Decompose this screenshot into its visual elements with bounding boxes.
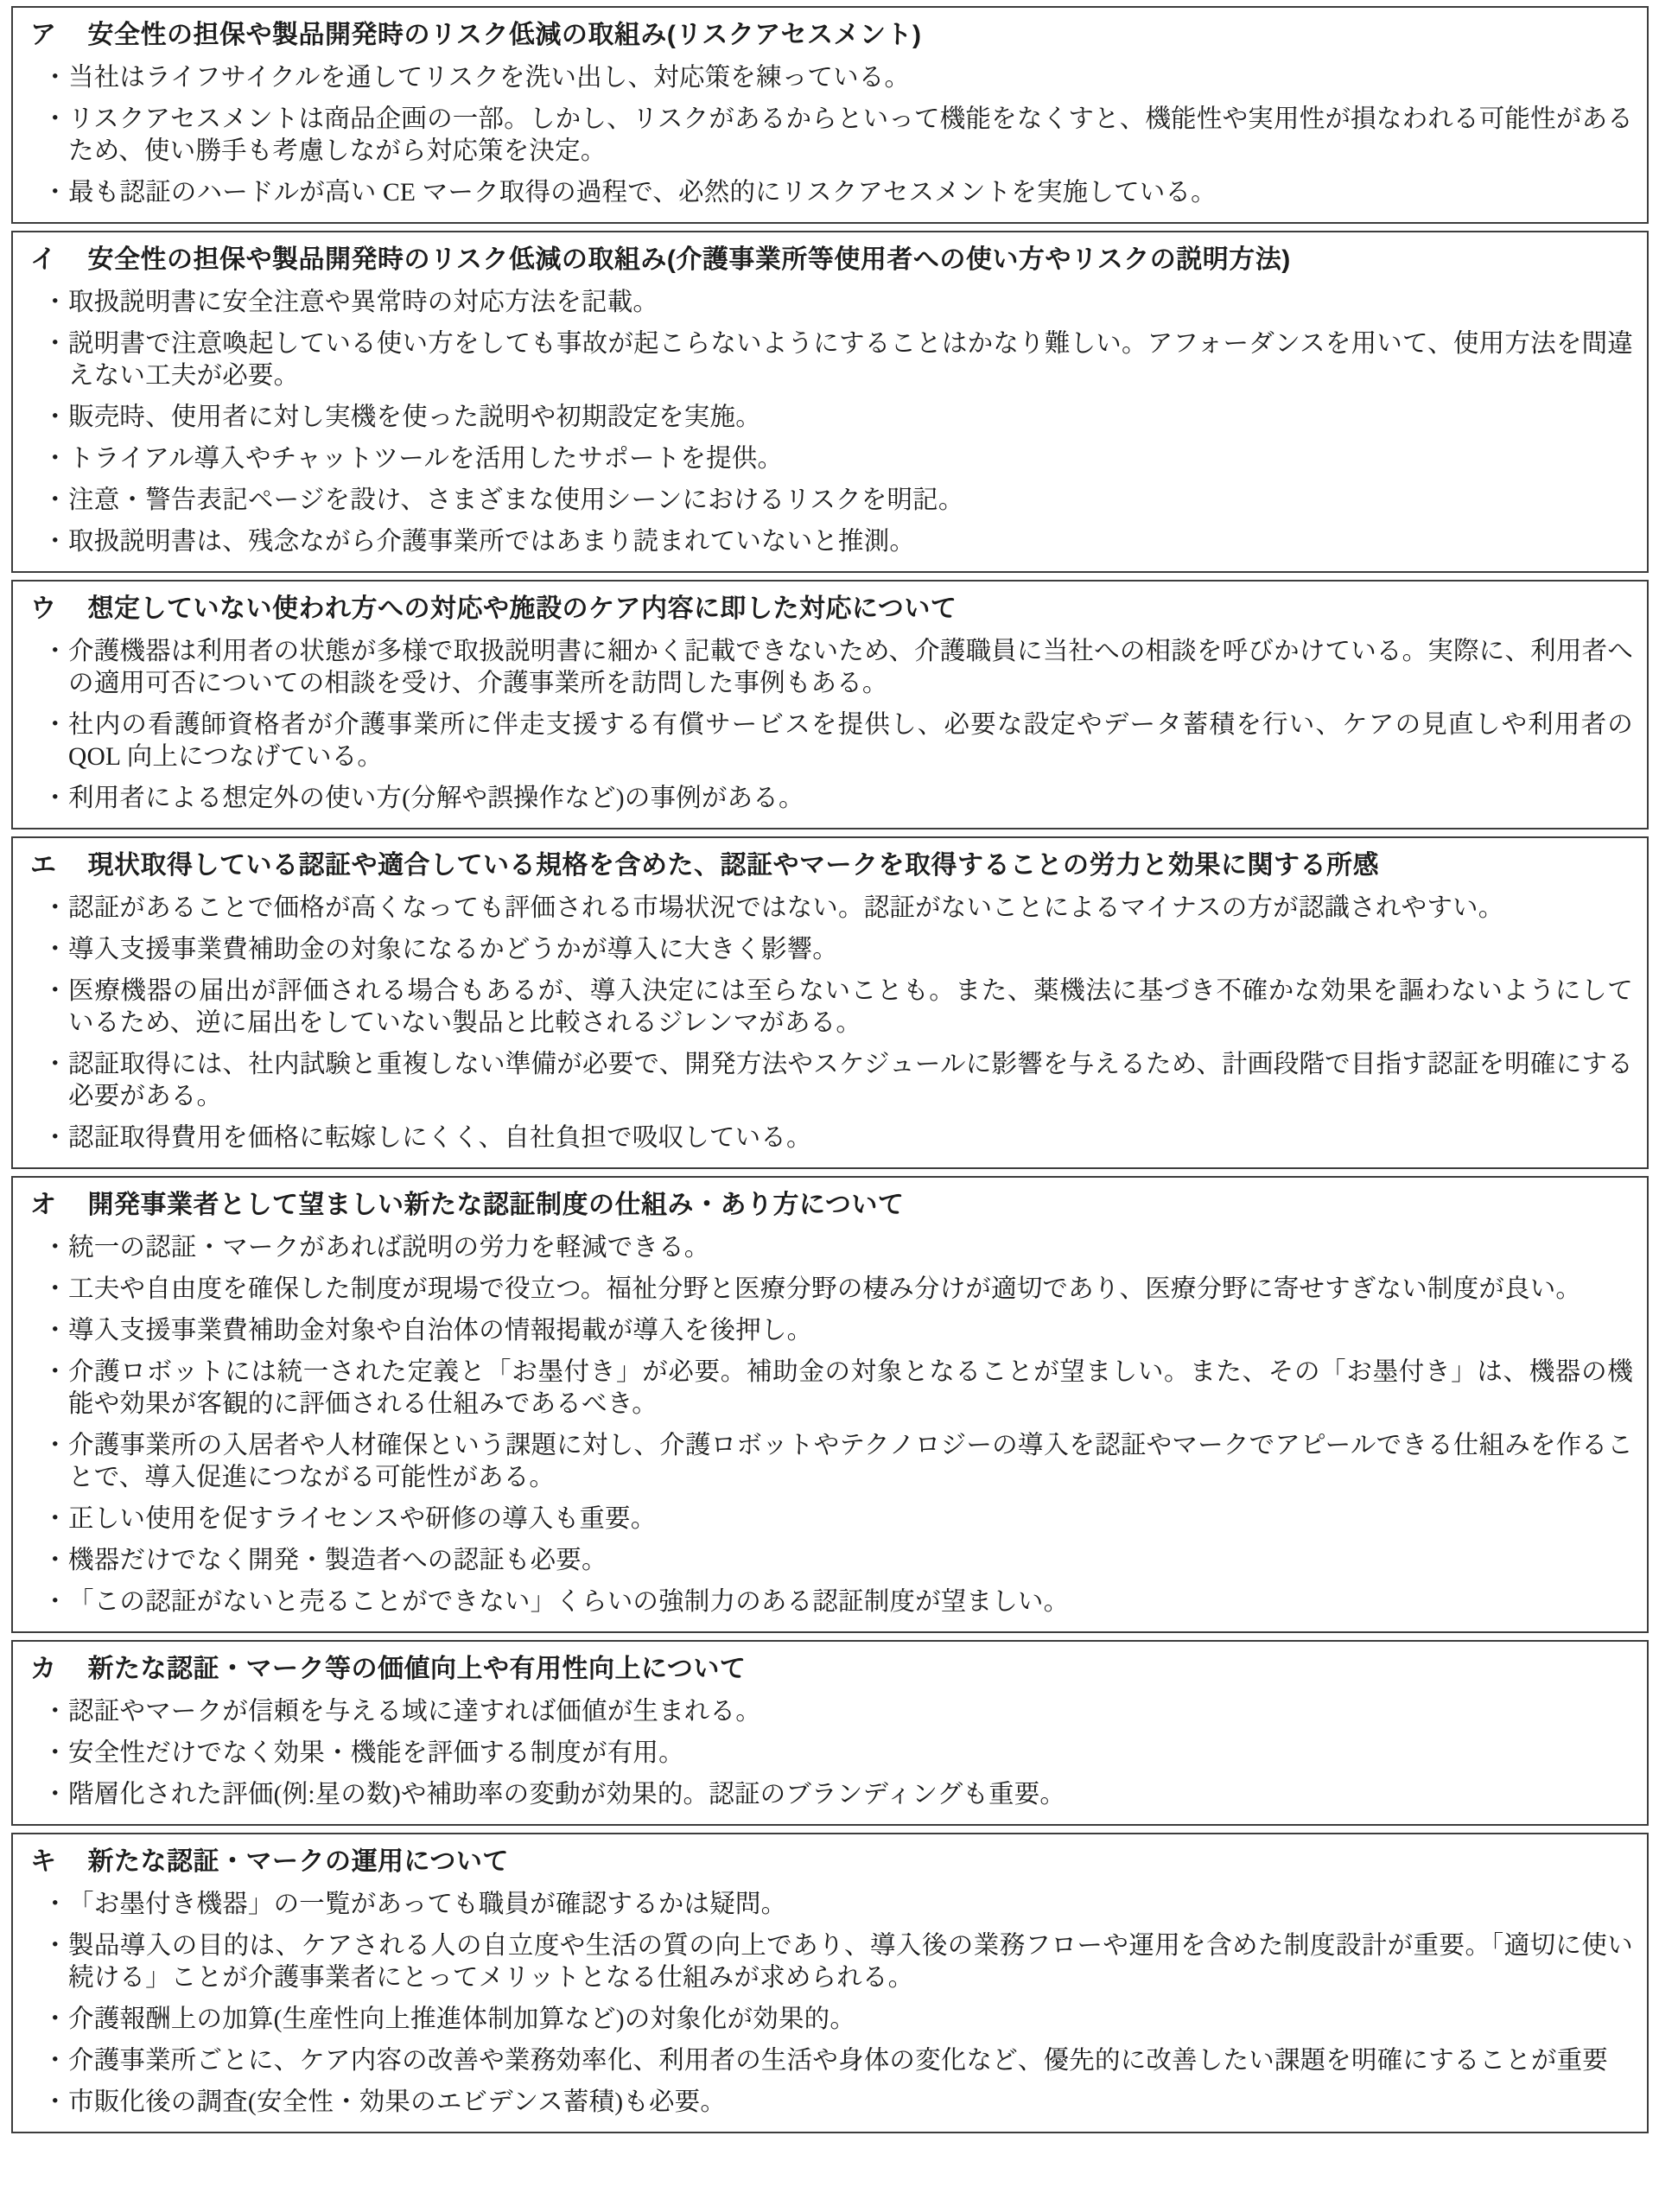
section-label: オ: [30, 1191, 57, 1219]
list-item: [30, 1232, 1633, 1264]
list-item: [30, 1430, 1633, 1494]
bullet-icon: ・: [42, 1234, 68, 1262]
bullet-icon: ・: [42, 330, 68, 358]
bullet-icon: ・: [42, 1932, 68, 1960]
bullet-text: 統一の認証・マークがあれば説明の労力を軽減できる。: [68, 1234, 710, 1262]
bullet-text: 認証取得には、社内試験と重複しない準備が必要で、開発方法やスケジュールに影響を与えるため、計画段階で目指す認証を明確にする必要がある。: [68, 1051, 1633, 1110]
bullet-icon: ・: [42, 1547, 68, 1574]
section-title: 安全性の担保や製品開発時のリスク低減の取組み(リスクアセスメント): [87, 21, 922, 49]
bullet-icon: ・: [42, 2005, 68, 2033]
bullet-list: [30, 62, 1633, 209]
bullet-icon: ・: [42, 1432, 68, 1459]
bullet-icon: ・: [42, 179, 68, 207]
list-item: [30, 328, 1633, 392]
bullet-text: 導入支援事業費補助金対象や自治体の情報掲載が導入を後押し。: [68, 1317, 813, 1344]
section-label: エ: [30, 851, 57, 880]
bullet-text: 利用者による想定外の使い方(分解や誤操作など)の事例がある。: [68, 785, 804, 812]
list-item: [30, 783, 1633, 815]
bullet-icon: ・: [42, 445, 68, 473]
bullet-icon: ・: [42, 785, 68, 812]
section-label: イ: [30, 245, 57, 274]
list-item: [30, 526, 1633, 558]
bullet-icon: ・: [42, 1588, 68, 1616]
section-title: 現状取得している認証や適合している規格を含めた、認証やマークを取得することの労力と効果に関する所感: [87, 851, 1379, 880]
section-label: カ: [30, 1655, 57, 1683]
bullet-text: 介護事業所ごとに、ケア内容の改善や業務効率化、利用者の生活や身体の変化など、優先的に改善したい課題を明確にすることが重要: [68, 2047, 1609, 2075]
bullet-icon: ・: [42, 1698, 68, 1726]
list-item: [30, 1889, 1633, 1921]
list-item: [30, 1696, 1633, 1728]
list-item: [30, 1274, 1633, 1306]
bullet-icon: ・: [42, 1739, 68, 1767]
bullet-icon: ・: [42, 1317, 68, 1344]
bullet-text: 社内の看護師資格者が介護事業所に伴走支援する有償サービスを提供し、必要な設定やデータ蓄積を行い、ケアの見直しや利用者の QOL 向上につなげている。: [68, 711, 1633, 771]
section-a: [11, 6, 1649, 224]
list-item: [30, 1930, 1633, 1994]
bullet-icon: ・: [42, 1781, 68, 1808]
section-title: 新たな認証・マークの運用について: [87, 1847, 509, 1876]
list-item: [30, 485, 1633, 517]
section-title: 想定していない使われ方への対応や施設のケア内容に即した対応について: [87, 594, 957, 623]
bullet-text: 階層化された評価(例:星の数)や補助率の変動が効果的。認証のブランディングも重要。: [68, 1781, 1066, 1808]
list-item: [30, 104, 1633, 168]
section-header: [30, 1188, 1633, 1223]
list-item: [30, 893, 1633, 925]
bullet-list: [30, 893, 1633, 1154]
bullet-list: [30, 636, 1633, 815]
bullet-icon: ・: [42, 105, 68, 133]
list-item: [30, 2087, 1633, 2119]
bullet-icon: ・: [42, 711, 68, 739]
bullet-icon: ・: [42, 2047, 68, 2075]
bullet-text: 取扱説明書は、残念ながら介護事業所ではあまり読まれていないと推測。: [68, 528, 916, 556]
bullet-text: 注意・警告表記ページを設け、さまざまな使用シーンにおけるリスクを明記。: [68, 486, 964, 514]
bullet-icon: ・: [42, 894, 68, 922]
list-item: [30, 2004, 1633, 2036]
list-item: [30, 1503, 1633, 1535]
bullet-text: 認証取得費用を価格に転嫁しにくく、自社負担で吸収している。: [68, 1124, 812, 1152]
bullet-text: 導入支援事業費補助金の対象になるかどうかが導入に大きく影響。: [68, 936, 839, 963]
bullet-icon: ・: [42, 638, 68, 665]
list-item: [30, 709, 1633, 773]
bullet-text: 介護機器は利用者の状態が多様で取扱説明書に細かく記載できないため、介護職員に当社への相談を呼びかけている。実際に、利用者への適用可否についての相談を受け、介護事業所を訪問した事例もある。: [68, 638, 1633, 697]
section-i: [11, 231, 1649, 573]
bullet-icon: ・: [42, 404, 68, 431]
list-item: [30, 1545, 1633, 1577]
bullet-icon: ・: [42, 289, 68, 316]
section-o: [11, 1176, 1649, 1633]
bullet-text: 安全性だけでなく効果・機能を評価する制度が有用。: [68, 1739, 684, 1767]
bullet-text: 説明書で注意喚起している使い方をしても事故が起こらないようにすることはかなり難しい。アフォーダンスを用いて、使用方法を間違えない工夫が必要。: [68, 330, 1633, 390]
bullet-text: 販売時、使用者に対し実機を使った説明や初期設定を実施。: [68, 404, 761, 431]
bullet-icon: ・: [42, 1358, 68, 1386]
bullet-icon: ・: [42, 1275, 68, 1303]
bullet-icon: ・: [42, 486, 68, 514]
bullet-icon: ・: [42, 1051, 68, 1078]
list-item: [30, 934, 1633, 966]
list-item: [30, 402, 1633, 434]
section-label: ア: [30, 21, 57, 49]
bullet-text: 介護報酬上の加算(生産性向上推進体制加算など)の対象化が効果的。: [68, 2005, 856, 2033]
bullet-text: 市販化後の調査(安全性・効果のエビデンス蓄積)も必要。: [68, 2088, 727, 2116]
section-title: 安全性の担保や製品開発時のリスク低減の取組み(介護事業所等使用者への使い方やリスクの説明方法): [87, 245, 1291, 274]
section-label: ウ: [30, 594, 57, 623]
section-header: [30, 18, 1633, 53]
bullet-list: [30, 287, 1633, 558]
bullet-icon: ・: [42, 1891, 68, 1918]
bullet-list: [30, 1889, 1633, 2119]
section-label: キ: [30, 1847, 57, 1876]
bullet-text: 認証があることで価格が高くなっても評価される市場状況ではない。認証がないことによるマイナスの方が認識されやすい。: [68, 894, 1504, 922]
list-item: [30, 1738, 1633, 1770]
bullet-icon: ・: [42, 528, 68, 556]
list-item: [30, 2045, 1633, 2077]
section-ki: [11, 1833, 1649, 2133]
bullet-text: 「この認証がないと売ることができない」くらいの強制力のある認証制度が望ましい。: [68, 1588, 1070, 1616]
bullet-text: 医療機器の届出が評価される場合もあるが、導入決定には至らないことも。また、薬機法に基づき不確かな効果を謳わないようにしているため、逆に届出をしていない製品と比較されるジレンマがある。: [68, 977, 1633, 1037]
list-item: [30, 976, 1633, 1039]
bullet-text: 介護事業所の入居者や人材確保という課題に対し、介護ロボットやテクノロジーの導入を認証やマークでアピールできる仕組みを作ることで、導入促進につながる可能性がある。: [68, 1432, 1633, 1491]
list-item: [30, 177, 1633, 209]
list-item: [30, 443, 1633, 475]
section-u: [11, 580, 1649, 830]
bullet-text: 介護ロボットには統一された定義と「お墨付き」が必要。補助金の対象となることが望ましい。また、その「お墨付き」は、機器の機能や効果が客観的に評価される仕組みであるべき。: [68, 1358, 1633, 1418]
list-item: [30, 1357, 1633, 1421]
list-item: [30, 62, 1633, 94]
bullet-icon: ・: [42, 1124, 68, 1152]
bullet-text: 最も認証のハードルが高い CE マーク取得の過程で、必然的にリスクアセスメントを実施している。: [68, 179, 1217, 207]
bullet-text: トライアル導入やチャットツールを活用したサポートを提供。: [68, 445, 784, 473]
bullet-text: 正しい使用を促すライセンスや研修の導入も重要。: [68, 1505, 657, 1533]
bullet-icon: ・: [42, 2088, 68, 2116]
section-header: [30, 243, 1633, 277]
bullet-text: 「お墨付き機器」の一覧があっても職員が確認するかは疑問。: [68, 1891, 787, 1918]
list-item: [30, 1779, 1633, 1811]
section-header: [30, 1845, 1633, 1879]
bullet-list: [30, 1696, 1633, 1811]
section-header: [30, 592, 1633, 626]
list-item: [30, 1049, 1633, 1113]
section-e: [11, 836, 1649, 1169]
list-item: [30, 287, 1633, 319]
list-item: [30, 1122, 1633, 1154]
bullet-text: 当社はライフサイクルを通してリスクを洗い出し、対応策を練っている。: [68, 64, 911, 92]
bullet-icon: ・: [42, 64, 68, 92]
list-item: [30, 1586, 1633, 1618]
section-title: 開発事業者として望ましい新たな認証制度の仕組み・あり方について: [87, 1191, 905, 1219]
section-title: 新たな認証・マーク等の価値向上や有用性向上について: [87, 1655, 747, 1683]
section-header: [30, 1652, 1633, 1687]
bullet-icon: ・: [42, 977, 68, 1005]
bullet-text: 工夫や自由度を確保した制度が現場で役立つ。福祉分野と医療分野の棲み分けが適切であり、医療分野に寄せすぎない制度が良い。: [68, 1275, 1582, 1303]
bullet-text: 機器だけでなく開発・製造者への認証も必要。: [68, 1547, 607, 1574]
bullet-text: 取扱説明書に安全注意や異常時の対応方法を記載。: [68, 289, 659, 316]
bullet-list: [30, 1232, 1633, 1618]
bullet-icon: ・: [42, 936, 68, 963]
list-item: [30, 636, 1633, 700]
bullet-text: 認証やマークが信頼を与える域に達すれば価値が生まれる。: [68, 1698, 761, 1726]
section-ka: [11, 1640, 1649, 1826]
section-header: [30, 849, 1633, 883]
bullet-text: リスクアセスメントは商品企画の一部。しかし、リスクがあるからといって機能をなくすと、機能性や実用性が損なわれる可能性があるため、使い勝手も考慮しながら対応策を決定。: [68, 105, 1633, 165]
bullet-icon: ・: [42, 1505, 68, 1533]
bullet-text: 製品導入の目的は、ケアされる人の自立度や生活の質の向上であり、導入後の業務フローや運用を含めた制度設計が重要。「適切に使い続ける」ことが介護事業者にとってメリットとなる仕組みが求められる。: [68, 1932, 1633, 1992]
list-item: [30, 1315, 1633, 1347]
